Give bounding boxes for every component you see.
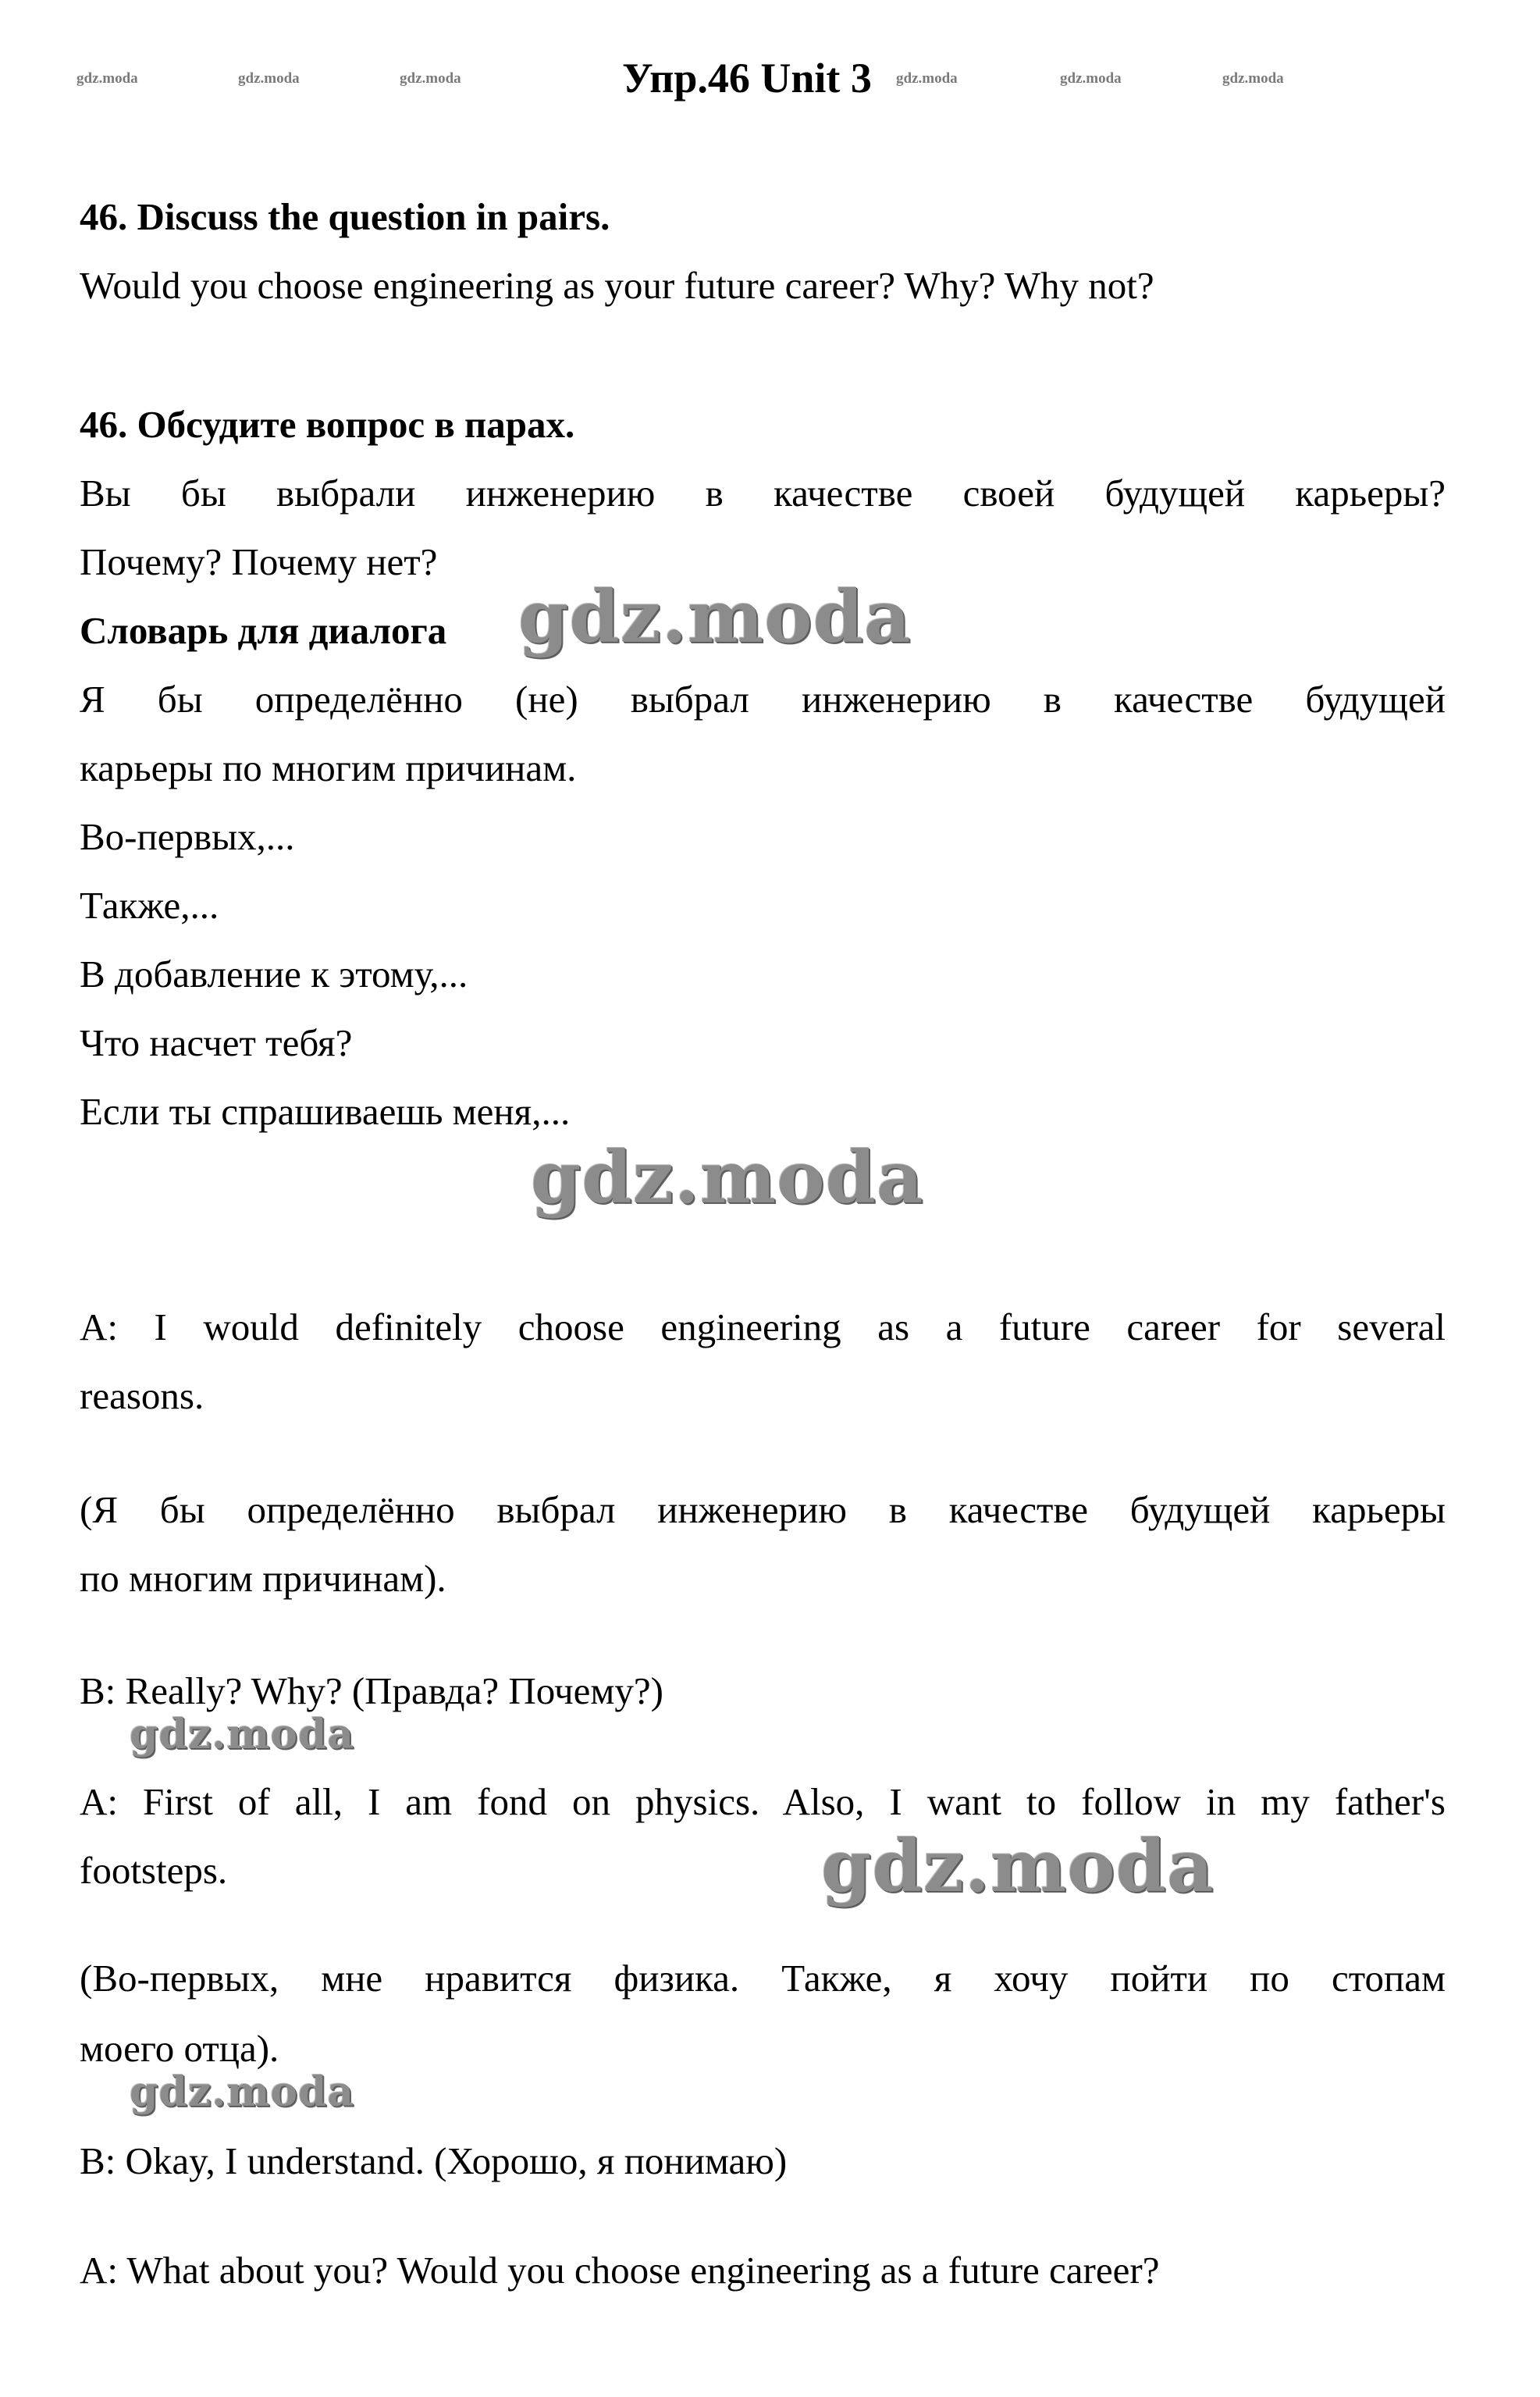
exercise-question-ru-line1: Вы бы выбрали инженерию в качестве своей будущей карьеры? (80, 472, 1446, 515)
dialogue-a2-line2: footsteps. (80, 1849, 228, 1892)
dialogue-a1-translation-line2: по многим причинам). (80, 1557, 446, 1600)
vocabulary-phrase1-line1: Я бы определённо (не) выбрал инженерию в качестве будущей (80, 678, 1446, 721)
vocabulary-phrase1-line2: карьеры по многим причинам. (80, 746, 577, 789)
header-watermark: gdz.moda (238, 70, 300, 87)
watermark-logo: gdz.moda (518, 575, 912, 659)
dialogue-a2-translation-line1: (Во-первых, мне нравится физика. Также, я хочу пойти по стопам (80, 1957, 1446, 2000)
header-watermark: gdz.moda (400, 70, 461, 87)
dialogue-a1-line2: reasons. (80, 1374, 205, 1417)
page-title: Упр.46 Unit 3 (622, 55, 872, 102)
dialogue-a1-translation-line1: (Я бы определённо выбрал инженерию в качестве будущей карьеры (80, 1488, 1446, 1531)
exercise-heading-ru: 46. Обсудите вопрос в парах. (80, 403, 575, 446)
dialogue-a2-line1: A: First of all, I am fond on physics. Also, I want to follow in my father's (80, 1780, 1446, 1823)
header-watermark: gdz.moda (76, 70, 138, 87)
vocabulary-phrase: Во-первых,... (80, 815, 295, 858)
watermark-logo: gdz.moda (821, 1824, 1215, 1908)
vocabulary-heading: Словарь для диалога (80, 609, 447, 652)
exercise-question-ru-line2: Почему? Почему нет? (80, 540, 438, 583)
dialogue-b2: B: Okay, I understand. (Хорошо, я понимаю) (80, 2139, 788, 2182)
exercise-question-en: Would you choose engineering as your future career? Why? Why not? (80, 264, 1154, 307)
dialogue-b1: B: Really? Why? (Правда? Почему?) (80, 1669, 663, 1712)
dialogue-a1-line1: A: I would definitely choose engineering as a future career for several (80, 1305, 1446, 1348)
dialogue-a2-translation-line2: моего отца). (80, 2027, 279, 2070)
vocabulary-phrase: Также,... (80, 884, 219, 927)
exercise-heading-en: 46. Discuss the question in pairs. (80, 195, 610, 238)
vocabulary-phrase: В добавление к этому,... (80, 953, 468, 995)
vocabulary-phrase: Что насчет тебя? (80, 1021, 353, 1064)
watermark-logo: gdz.moda (130, 1711, 355, 1758)
dialogue-a3: A: What about you? Would you choose engineering as a future career? (80, 2249, 1160, 2292)
page-header (0, 47, 1540, 109)
header-watermark: gdz.moda (1060, 70, 1122, 87)
vocabulary-phrase: Если ты спрашиваешь меня,... (80, 1090, 571, 1133)
watermark-logo: gdz.moda (130, 2068, 355, 2116)
header-watermark: gdz.moda (1222, 70, 1284, 87)
header-watermark: gdz.moda (896, 70, 958, 87)
watermark-logo: gdz.moda (531, 1135, 924, 1220)
